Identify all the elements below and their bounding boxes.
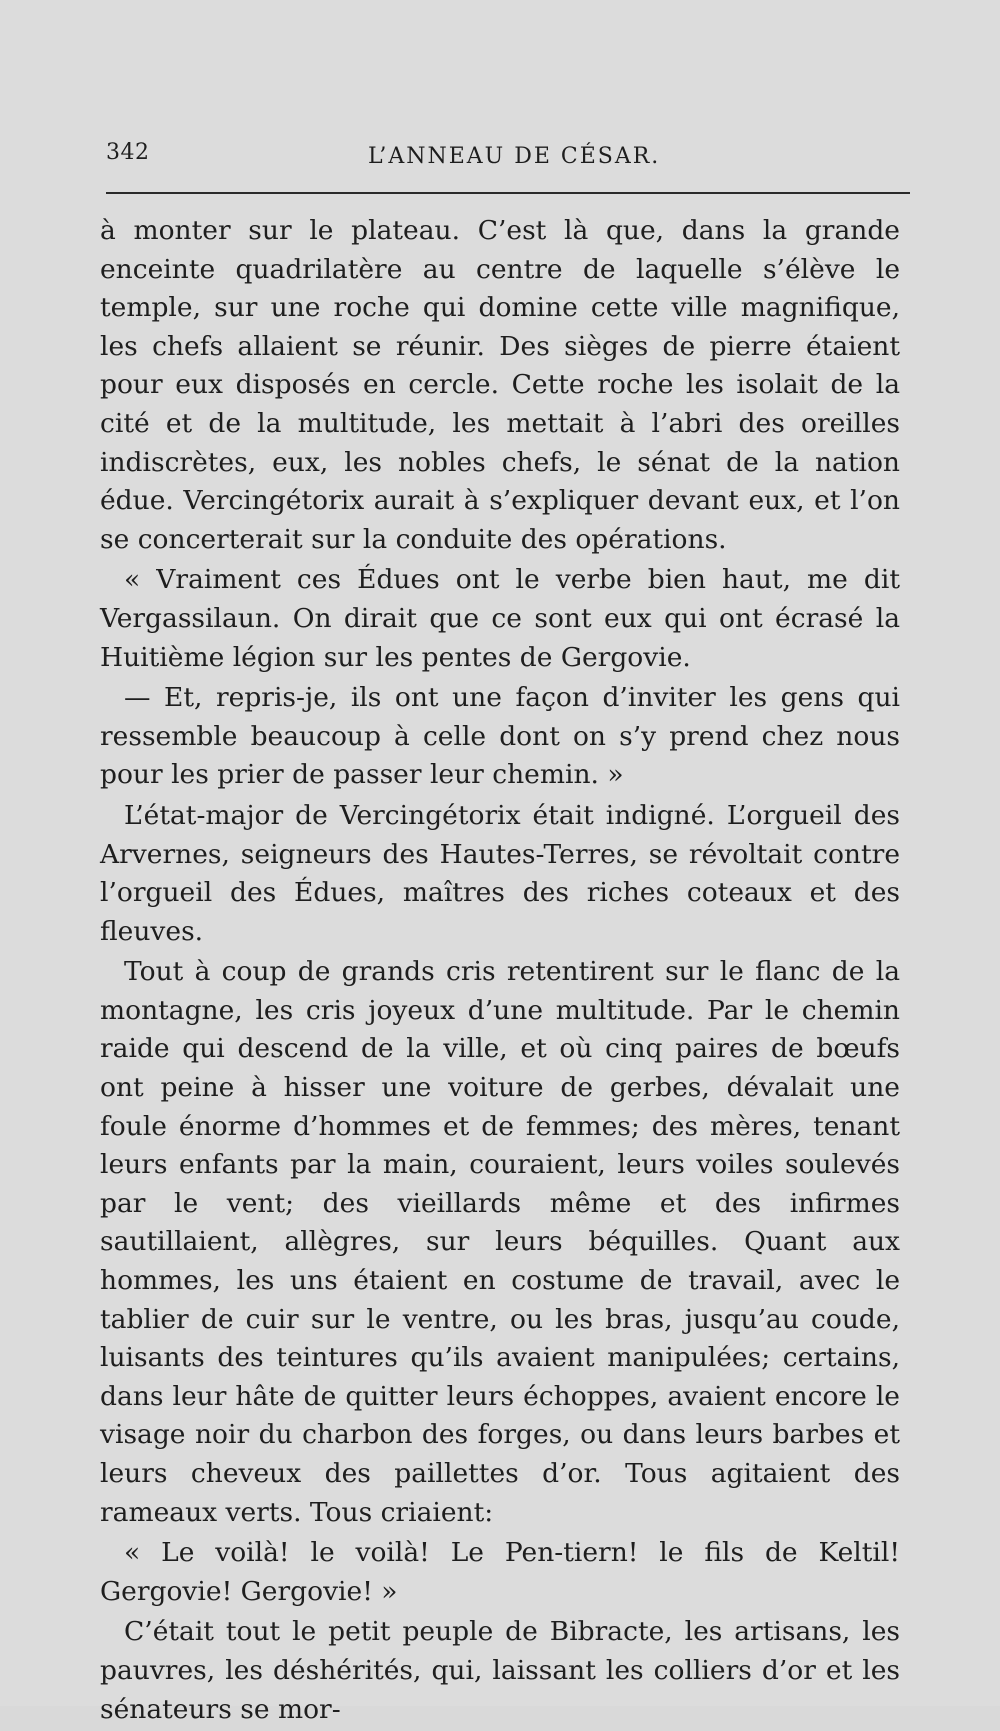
page-number: 342 <box>106 140 150 165</box>
page-header <box>106 136 910 176</box>
running-title: L’ANNEAU DE CÉSAR. <box>368 144 661 169</box>
paragraph: « Vraiment ces Édues ont le verbe bien haut, me dit Vergassilaun. On dirait que ce sont eux qui ont écrasé la Huitième légion sur les pentes de Gergovie. <box>100 564 900 673</box>
body-text <box>100 212 900 1731</box>
paragraph: L’état-major de Vercingétorix était indigné. L’orgueil des Arvernes, seigneurs des Hautes-Terres, se révoltait contre l’orgueil des Édues, maîtres des riches coteaux et des fleuves. <box>100 799 900 947</box>
paragraph: à monter sur le plateau. C’est là que, dans la grande enceinte quadrilatère au centre de laquelle s’élève le temple, sur une roche qui domine cette ville magnifique, les chefs allaient se réunir. Des sièges de pierre étaient pour eux disposés en cercle. Cette roche les isolait de la cité et de la multitude, les mettait à l’abri des oreilles indiscrètes, eux, les nobles chefs, le sénat de la nation édue. Vercingétorix aurait à s’expliquer devant eux, et l’on se concerterait sur la conduite des opérations. <box>100 215 900 555</box>
paragraph: C’était tout le petit peuple de Bibracte, les artisans, les pauvres, les déshérités, qui, laissant les colliers d’or et les sénateurs se mor- <box>100 1616 900 1725</box>
paragraph: « Le voilà! le voilà! Le Pen-tiern! le fils de Keltil! Gergovie! Gergovie! » <box>100 1537 900 1607</box>
paragraph: Tout à coup de grands cris retentirent sur le flanc de la montagne, les cris joyeux d’une multitude. Par le chemin raide qui descend de la ville, et où cinq paires de bœufs ont peine à hisser une voiture de gerbes, dévalait une foule énorme d’hommes et de femmes; des mères, tenant leurs enfants par la main, couraient, leurs voiles soulevés par le vent; des vieillards même et des infirmes sautillaient, allègres, sur leurs béquilles. Quant aux hommes, les uns étaient en costume de travail, avec le tablier de cuir sur le ventre, ou les bras, jusqu’au coude, luisants des teintures qu’ils avaient manipulées; certains, dans leur hâte de quitter leurs échoppes, avaient encore le visage noir du charbon des forges, ou dans leurs barbes et leurs cheveux des paillettes d’or. Tous agitaient des rameaux verts. Tous criaient: <box>100 956 900 1528</box>
paragraph: — Et, repris-je, ils ont une façon d’inviter les gens qui ressemble beaucoup à celle dont on s’y prend chez nous pour les prier de passer leur chemin. » <box>100 682 900 791</box>
header-rule <box>106 192 910 194</box>
